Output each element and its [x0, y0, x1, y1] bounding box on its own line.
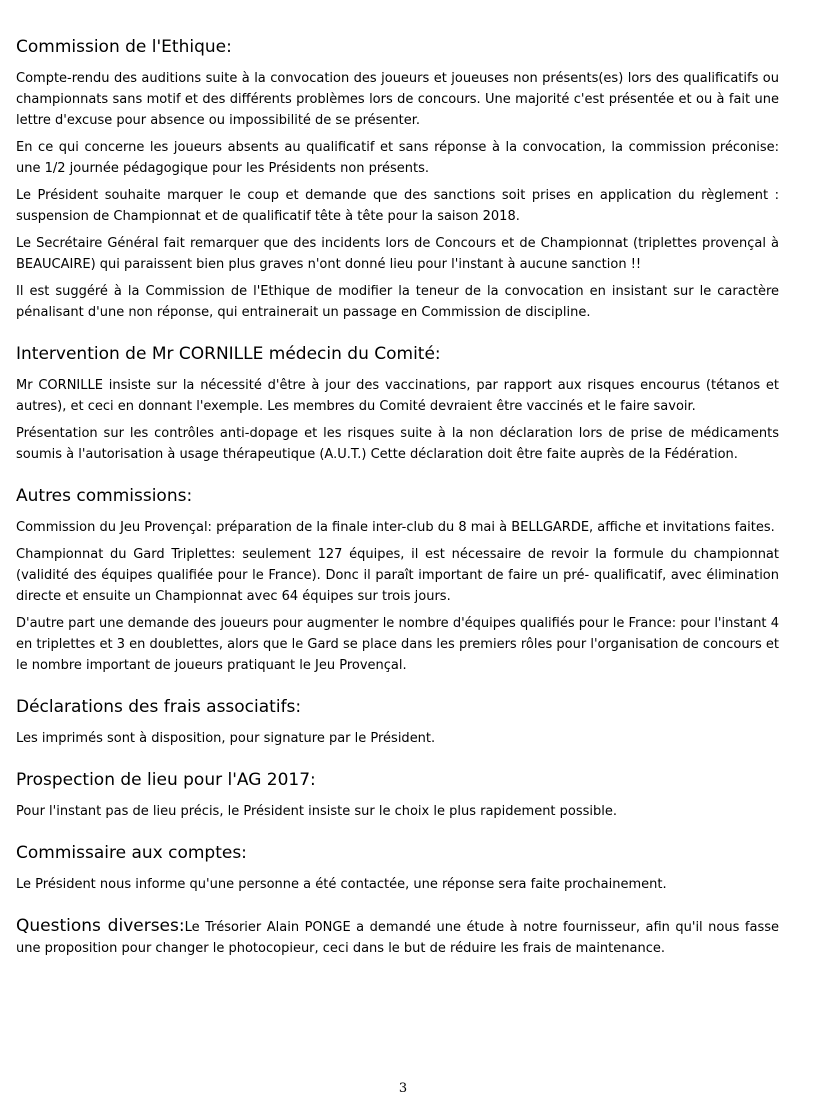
- section-questions-diverses: [16, 915, 779, 959]
- paragraph-text: Le Trésorier Alain PONGE a demandé une étude à notre fournisseur, afin qu'il nous fasse une proposition pour changer le photocopieur, ceci dans le but de réduire les frais de maintenance.: [16, 920, 779, 956]
- paragraph: D'autre part une demande des joueurs pour augmenter le nombre d'équipes qualifiés pour le France: pour l'instant 4 en triplettes et 3 en doublettes, alors que le Gard se place dans les premiers rôles pour l'organisation de concours et le nombre important de joueurs pratiquant le Jeu Provençal.: [16, 616, 779, 673]
- section-autres-commissions: [16, 485, 779, 676]
- section-commissaire-comptes: [16, 842, 779, 895]
- paragraph: Commission du Jeu Provençal: préparation de la finale inter-club du 8 mai à BELLGARDE, affiche et invitations faites.: [16, 520, 775, 535]
- section-intervention-cornille: [16, 343, 779, 465]
- paragraph: Le Président souhaite marquer le coup et demande que des sanctions soit prises en application du règlement : suspension de Championnat et de qualificatif tête à tête pour la saison 2018.: [16, 188, 779, 224]
- section-title: Autres commissions:: [16, 486, 193, 506]
- paragraph: Mr CORNILLE insiste sur la nécessité d'être à jour des vaccinations, par rapport aux risques encourus (tétanos et autres), et ceci en donnant l'exemple. Les membres du Comité devraient être vaccinés et le faire savoir.: [16, 378, 779, 414]
- section-commission-ethique: [16, 36, 779, 323]
- paragraph: Compte-rendu des auditions suite à la convocation des joueurs et joueuses non présents(es) lors des qualificatifs ou championnats sans motif et des différents problèmes lors de concours. Une majorité c'est présentée et ou à fait une lettre d'excuse pour absence ou impossibilité de se présenter.: [16, 71, 779, 128]
- paragraph: Les imprimés sont à disposition, pour signature par le Président.: [16, 731, 436, 746]
- paragraph: Championnat du Gard Triplettes: seulement 127 équipes, il est nécessaire de revoir la formule du championnat (validité des équipes qualifiée pour le France). Donc il paraît important de faire un pré- qualificatif, avec élimination directe et ensuite un Championnat avec 64 équipes sur trois jours.: [16, 547, 779, 604]
- paragraph: Il est suggéré à la Commission de l'Ethique de modifier la teneur de la convocation en insistant sur le caractère pénalisant d'une non réponse, qui entrainerait un passage en Commission de discipline.: [16, 284, 779, 320]
- page-number: 3: [398, 1081, 408, 1096]
- paragraph: En ce qui concerne les joueurs absents au qualificatif et sans réponse à la convocation, la commission préconise: une 1/2 journée pédagogique pour les Présidents non présents.: [16, 140, 779, 176]
- document-body: [16, 36, 779, 979]
- paragraph: Pour l'instant pas de lieu précis, le Président insiste sur le choix le plus rapidement possible.: [16, 804, 618, 819]
- section-title: Commission de l'Ethique:: [16, 37, 232, 57]
- paragraph: Présentation sur les contrôles anti-dopage et les risques suite à la non déclaration lors de prise de médicaments soumis à l'autorisation à usage thérapeutique (A.U.T.) Cette déclaration doit être faite auprès de la Fédération.: [16, 426, 779, 462]
- section-title: Questions diverses:: [16, 916, 185, 936]
- section-prospection-lieu: [16, 769, 779, 822]
- questions-diverses-paragraph: [16, 915, 779, 959]
- section-title: Prospection de lieu pour l'AG 2017:: [16, 770, 316, 790]
- paragraph: Le Président nous informe qu'une personne a été contactée, une réponse sera faite prochainement.: [16, 877, 667, 892]
- section-title: Intervention de Mr CORNILLE médecin du Comité:: [16, 344, 441, 364]
- paragraph: Le Secrétaire Général fait remarquer que des incidents lors de Concours et de Championnat (triplettes provençal à BEAUCAIRE) qui paraissent bien plus graves n'ont donné lieu pour l'instant à aucune sanction !!: [16, 236, 779, 272]
- section-title: Déclarations des frais associatifs:: [16, 697, 302, 717]
- section-title: Commissaire aux comptes:: [16, 843, 247, 863]
- section-declarations-frais: [16, 696, 779, 749]
